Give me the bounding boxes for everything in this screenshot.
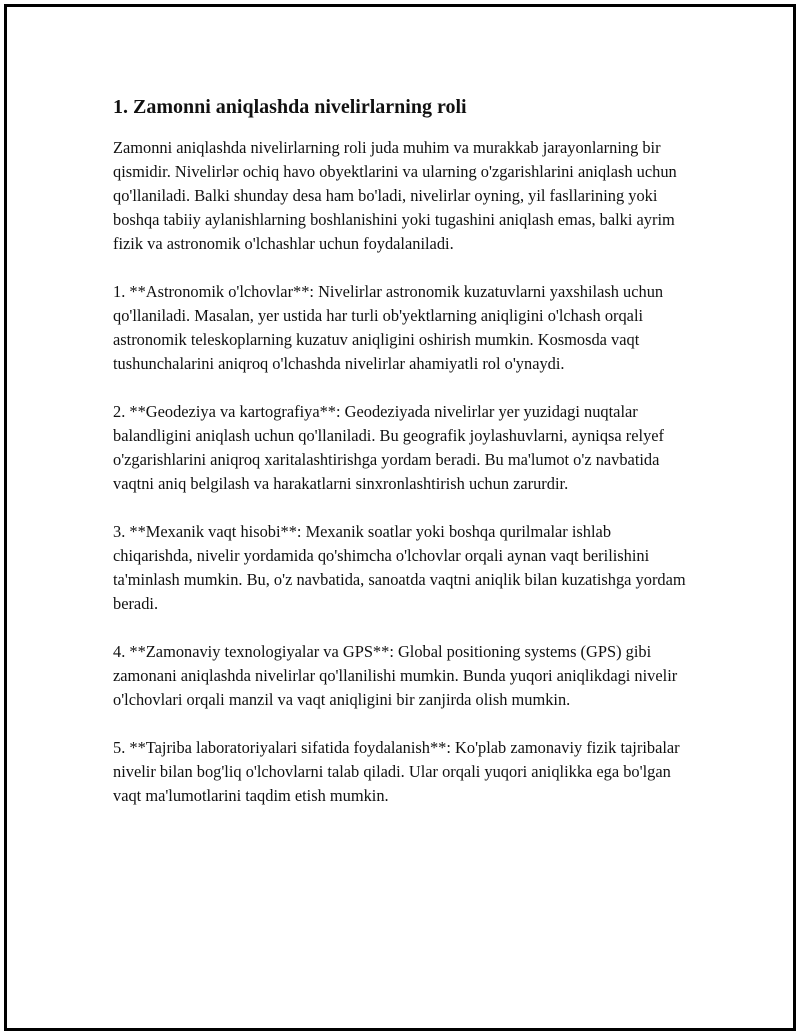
paragraph-mechanical-timekeeping: 3. **Mexanik vaqt hisobi**: Mexanik soatlar yoki boshqa qurilmalar ishlab chiqarishda, nivelir yordamida qo'shimcha o'lchovlar orqali aynan vaqt berilishini ta'minlash mumkin. Bu, o'z navbatida, sanoatda vaqtni aniqlik bilan kuzatishga yordam beradi. (113, 522, 686, 613)
paragraph-geodesy-cartography: 2. **Geodeziya va kartografiya**: Geodeziyada nivelirlar yer yuzidagi nuqtalar balandligini aniqlash uchun qo'llaniladi. Bu geografik joylashuvlarni, ayniqsa relyef o'zgarishlarini aniqroq xaritalashtirishga yordam beradi. Bu ma'lumot o'z navbatida vaqtni aniq belgilash va harakatlarni sinxronlashtirish uchun zarurdir. (113, 402, 664, 493)
intro-paragraph: Zamonni aniqlashda nivelirlarning roli juda muhim va murakkab jarayonlarning bir qismidir. Nivelirlər ochiq havo obyektlarini va ularning o'zgarishlarini aniqlash uchun qo'llaniladi. Balki shunday desa ham bo'ladi, nivelirlar oyning, yil fasllarining yoki boshqa tabiiy aylanishlarning boshlanishini yoki tugashini aniqlash emas, balki ayrim fizik va astronomik o'lchashlar uchun foydalaniladi. (113, 138, 677, 253)
paragraph-modern-technologies-gps: 4. **Zamonaviy texnologiyalar va GPS**: Global positioning systems (GPS) gibi zamonani aniqlashda nivelirlar qo'llanilishi mumkin. Bunda yuqori aniqlikdagi nivelir o'lchovlari orqali manzil va vaqt aniqligini bir zanjirda olish mumkin. (113, 642, 678, 709)
paragraph-astronomical-measurements: 1. **Astronomik o'lchovlar**: Nivelirlar astronomik kuzatuvlarni yaxshilash uchun qo'llaniladi. Masalan, yer ustida har turli ob'yektlarning aniqligini o'lchash orqali astronomik teleskoplarning kuzatuv aniqligini oshirish mumkin. Kosmosda vaqt tushunchalarini aniqroq o'lchashda nivelirlar ahamiyatli rol o'ynaydi. (113, 282, 664, 373)
document-body (113, 94, 693, 832)
document-title: 1. Zamonni aniqlashda nivelirlarning roli (113, 96, 467, 118)
paragraph-laboratory-experiments: 5. **Tajriba laboratoriyalari sifatida foydalanish**: Ko'plab zamonaviy fizik tajribalar nivelir bilan bog'liq o'lchovlarni talab qiladi. Ular orqali yuqori aniqlikka ega bo'lgan vaqt ma'lumotlarini taqdim etish mumkin. (113, 738, 680, 805)
